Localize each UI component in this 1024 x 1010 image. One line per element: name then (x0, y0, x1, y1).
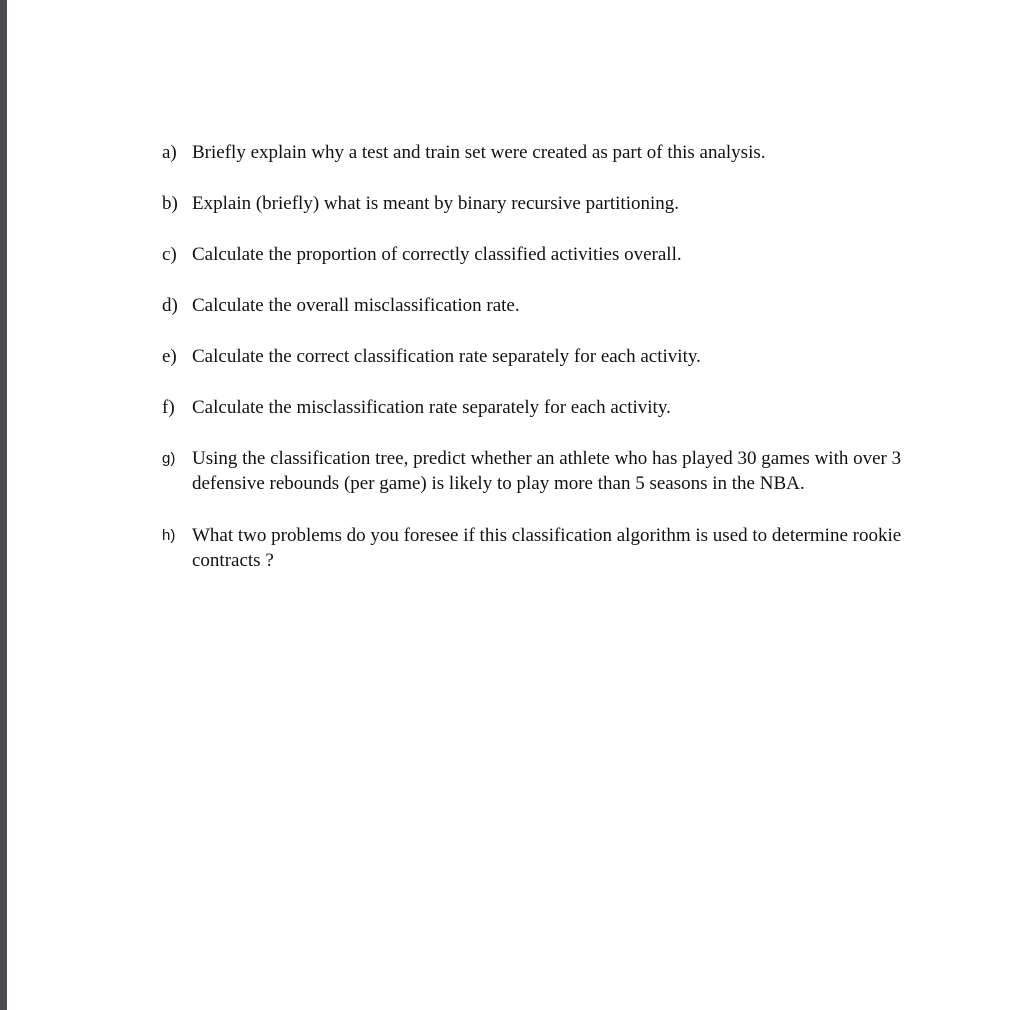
question-text: Calculate the correct classification rate separately for each activity. (192, 346, 701, 367)
question-h (162, 523, 922, 573)
question-label: d) (162, 295, 178, 316)
viewer-left-edge (0, 0, 7, 1010)
question-c (162, 242, 922, 267)
question-text: Calculate the overall misclassification rate. (192, 295, 520, 316)
question-text: Explain (briefly) what is meant by binary recursive partitioning. (192, 193, 679, 214)
question-b (162, 191, 922, 216)
question-d (162, 293, 922, 318)
question-label: f) (162, 397, 175, 418)
question-e (162, 344, 922, 369)
question-list (162, 140, 922, 599)
question-g (162, 446, 922, 496)
question-text: Calculate the proportion of correctly classified activities overall. (192, 244, 682, 265)
question-label: c) (162, 244, 177, 265)
question-text: Calculate the misclassification rate separately for each activity. (192, 397, 671, 418)
question-label: g) (162, 450, 176, 467)
question-text: Briefly explain why a test and train set were created as part of this analysis. (192, 142, 766, 163)
question-label: h) (162, 527, 176, 544)
question-label: e) (162, 346, 177, 367)
question-a (162, 140, 922, 165)
question-label: b) (162, 193, 178, 214)
question-text: Using the classification tree, predict whether an athlete who has played 30 games with over 3 defensive rebounds (per game) is likely to play more than 5 seasons in the NBA. (192, 448, 902, 494)
question-text: What two problems do you foresee if this classification algorithm is used to determine rookie contracts ? (192, 525, 902, 571)
document-page (7, 0, 1024, 1010)
question-f (162, 395, 922, 420)
question-label: a) (162, 142, 177, 163)
